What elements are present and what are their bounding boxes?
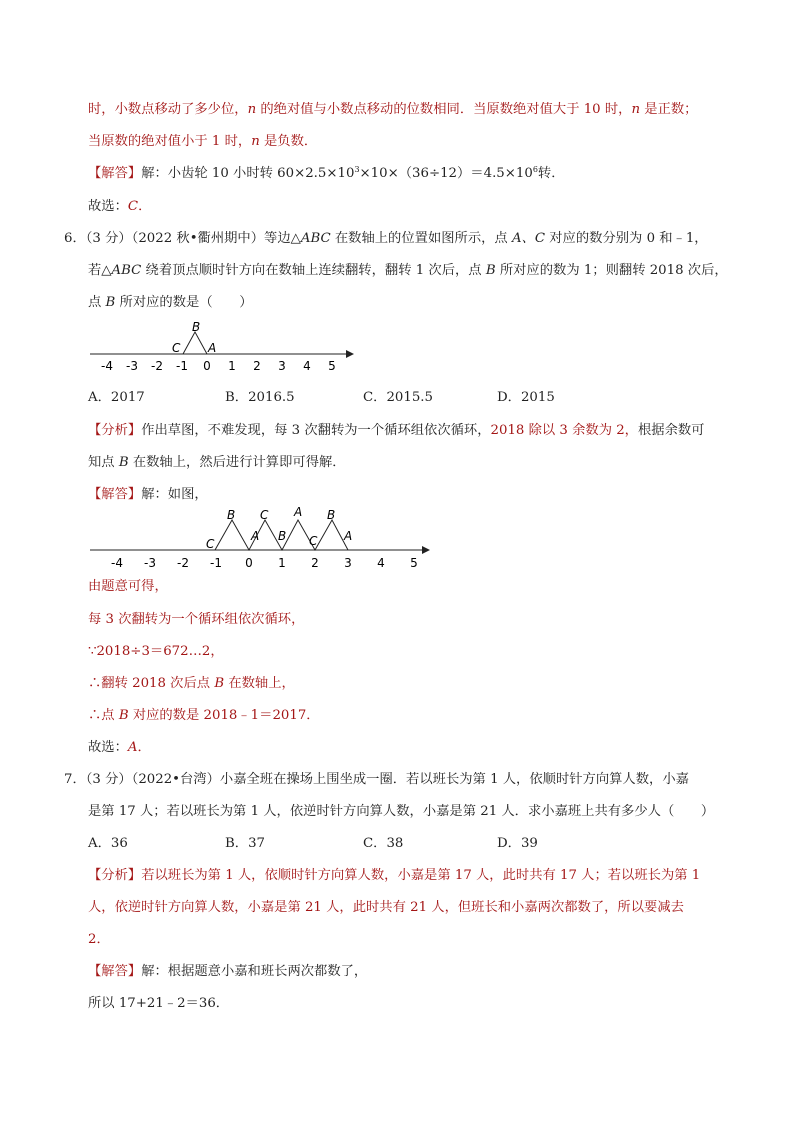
text: 作出草图，不难发现，每 3 次翻转为一个循环组依次循环，: [141, 423, 491, 438]
vertex-label: C: [309, 534, 318, 548]
text: 时，小数点移动了多少位，: [88, 102, 248, 117]
text: 对应的数分别为 0 和﹣1，: [545, 231, 708, 246]
option-a: A．2017: [88, 390, 145, 405]
q7-answer-line-2: 所以 17+21﹣2＝36．: [88, 996, 230, 1011]
text: 若以班长为第 1 人，依顺时针方向算人数，小嘉是第 17 人，此时共有 17 人；若以班长为第 1: [141, 868, 701, 883]
vertex-label: B: [227, 508, 236, 522]
axis-arrow: [422, 546, 430, 554]
answer-tag: 【解答】: [88, 487, 142, 502]
var: A、C: [511, 231, 546, 246]
q6-step-5: [88, 706, 320, 726]
tick-label: -4: [101, 359, 113, 373]
q7-analysis-line-3: 2．: [88, 932, 110, 947]
tick-label: -1: [210, 556, 222, 570]
q6-number-line-figure: [88, 318, 358, 376]
choice-letter: C: [127, 199, 139, 214]
var-n: n: [631, 102, 641, 117]
prev-line-2: [88, 132, 317, 152]
prev-line-1: [88, 100, 697, 120]
text: 转．: [537, 166, 565, 181]
var: B: [105, 295, 116, 310]
text: 在数轴上的位置如图所示，点: [330, 231, 512, 246]
tick-label: 2: [311, 556, 319, 570]
tick-label: 4: [377, 556, 385, 570]
q6-stem-line-2: [88, 261, 728, 281]
var-n: n: [247, 102, 257, 117]
tick-label: -1: [176, 359, 188, 373]
text: ∴翻转 2018 次后点: [88, 676, 215, 691]
text: 当原数的绝对值小于 1 时，: [88, 134, 252, 149]
choice-letter: A: [127, 740, 138, 755]
option-c: C．38: [363, 836, 404, 851]
tick-label: 5: [328, 359, 336, 373]
text: 根据余数可: [637, 423, 705, 438]
q6-analysis-line-1: [88, 421, 704, 441]
tick-label: -2: [177, 556, 189, 570]
option-d: D．2015: [497, 390, 555, 405]
q7-stem-line-2: 是第 17 人；若以班长为第 1 人，依逆时针方向算人数，小嘉是第 21 人．求小嘉班上共有多少人（ ）: [88, 804, 715, 819]
text: ∴点: [88, 708, 119, 723]
tick-label: 1: [228, 359, 236, 373]
prev-choice: [88, 197, 151, 217]
var: B: [485, 263, 496, 278]
tick-group: [111, 556, 418, 570]
text: 2018 除以 3 余数为 2，: [490, 423, 638, 438]
label-a: A: [208, 341, 217, 355]
label-c: C: [172, 341, 181, 355]
text: 故选：: [88, 199, 128, 214]
exponent: 6: [532, 165, 538, 174]
text: ．: [138, 199, 152, 214]
var-n: n: [251, 134, 260, 149]
text: 所对应的数为 1；则翻转 2018 次后，: [495, 263, 728, 278]
var: B: [118, 455, 129, 470]
tick-label: 0: [203, 359, 211, 373]
axis-arrow: [346, 350, 354, 358]
text: 点: [88, 295, 106, 310]
text: 解：根据题意小嘉和班长两次都数了，: [141, 964, 368, 979]
var: ABC: [300, 231, 331, 246]
vertex-label: C: [260, 508, 269, 522]
q6-stem-line-3: [88, 293, 253, 313]
tick-label: -4: [111, 556, 123, 570]
text: 解：如图，: [141, 487, 208, 502]
var: B: [118, 708, 129, 723]
tick-label: -3: [144, 556, 156, 570]
tick-label: 4: [303, 359, 311, 373]
answer-tag: 【解答】: [88, 166, 142, 181]
text: 的绝对值与小数点移动的位数相同．当原数绝对值大于 10 时，: [256, 102, 632, 117]
vertex-label: A: [251, 529, 260, 543]
exponent: 3: [354, 165, 360, 174]
tick-label: 5: [410, 556, 418, 570]
vertex-label: A: [344, 529, 353, 543]
tick-label: -2: [151, 359, 163, 373]
tick-label: 1: [278, 556, 286, 570]
text: ×10×（36÷12）＝4.5×10: [359, 166, 533, 181]
q7-analysis-line-1: [88, 866, 700, 886]
q7-stem-line-1: 7．（3 分）（2022•台湾）小嘉全班在操场上围坐成一圈．若以班长为第 1 人，依顺时针方向算人数，小嘉: [64, 772, 689, 787]
vertex-label: C: [206, 537, 215, 551]
var: B: [214, 676, 225, 691]
option-c: C．2015.5: [363, 390, 433, 405]
q6-step-1: 由题意可得，: [88, 579, 168, 594]
tick-label: 3: [344, 556, 352, 570]
q7-analysis-line-2: 人，依逆时针方向算人数，小嘉是第 21 人，此时共有 21 人，但班长和小嘉两次都数了，所以要减去: [88, 900, 684, 915]
tick-group: [101, 359, 336, 373]
var: ABC: [111, 263, 142, 278]
text: 对应的数是 2018﹣1＝2017．: [128, 708, 320, 723]
q6-step-3: ∵2018÷3＝672…2，: [88, 644, 224, 659]
answer-tag: 【解答】: [88, 964, 142, 979]
q6-choice: [88, 738, 151, 758]
q7-answer-line-1: [88, 962, 367, 982]
text: 知点: [88, 455, 119, 470]
option-d: D．39: [497, 836, 538, 851]
text: 在数轴上，: [224, 676, 295, 691]
q6-step-2: 每 3 次翻转为一个循环组依次循环，: [88, 612, 305, 627]
text: 6．（3 分）（2022 秋•衢州期中）等边△: [64, 231, 301, 246]
triangle-abc: [183, 332, 207, 354]
analysis-tag: 【分析】: [88, 868, 142, 883]
text: 若△: [88, 263, 112, 278]
text: 解：小齿轮 10 小时转 60×2.5×10: [141, 166, 355, 181]
text: ．: [137, 740, 151, 755]
text: 在数轴上，然后进行计算即可得解．: [128, 455, 346, 470]
text: 是负数．: [259, 134, 318, 149]
vertex-label: B: [327, 508, 336, 522]
prev-answer: [88, 164, 565, 184]
q6-rotation-figure: [88, 506, 436, 574]
label-b: B: [192, 320, 201, 334]
vertex-label: B: [278, 529, 287, 543]
q6-analysis-line-2: [88, 453, 346, 473]
text: 是正数；: [640, 102, 698, 117]
text: 所对应的数是（ ）: [115, 295, 253, 310]
tick-label: 0: [245, 556, 253, 570]
text: 故选：: [88, 740, 128, 755]
option-b: B．37: [225, 836, 265, 851]
q6-stem-line-1: [64, 229, 708, 249]
q6-step-4: [88, 674, 295, 694]
tick-label: -3: [126, 359, 138, 373]
tick-label: 3: [278, 359, 286, 373]
q6-answer-head: [88, 485, 208, 505]
text: 绕着顶点顺时针方向在数轴上连续翻转，翻转 1 次后，点: [141, 263, 486, 278]
option-b: B．2016.5: [225, 390, 295, 405]
tick-label: 2: [253, 359, 261, 373]
vertex-label: A: [294, 506, 303, 519]
option-a: A．36: [88, 836, 128, 851]
analysis-tag: 【分析】: [88, 423, 142, 438]
